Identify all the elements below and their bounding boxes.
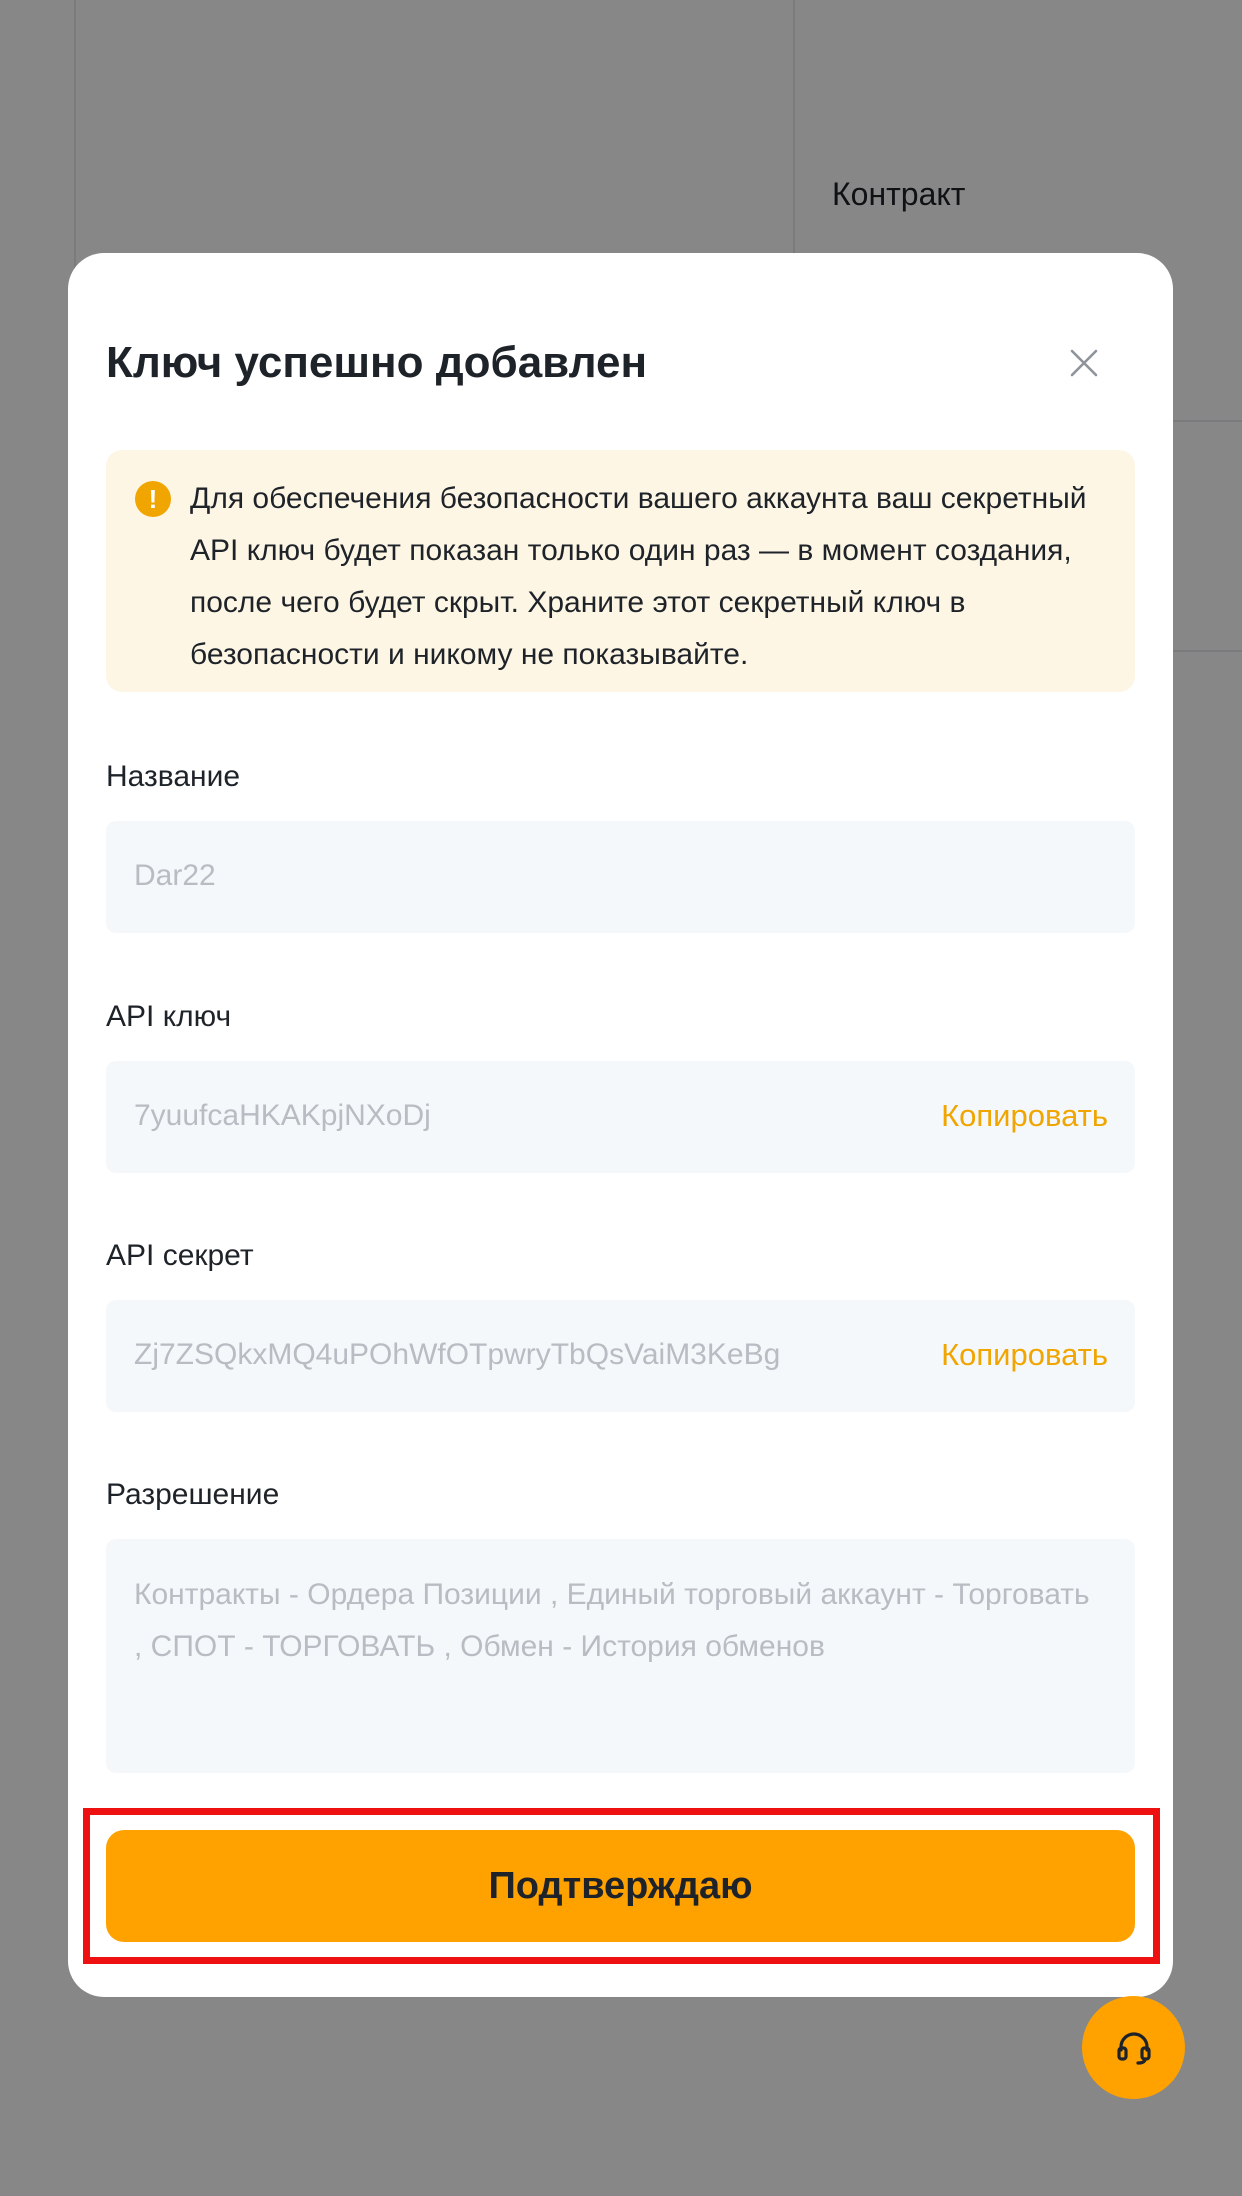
api-key-success-modal: [68, 253, 1173, 1997]
exclamation-icon: !: [135, 481, 171, 517]
api-key-field: [106, 1061, 1135, 1173]
permission-value: Контракты - Ордера Позиции , Единый торговый аккаунт - Торговать , СПОТ - ТОРГОВАТЬ , Обмен - История обменов: [134, 1578, 1090, 1663]
background-contract-label: Контракт: [832, 176, 966, 212]
api-secret-label: API секрет: [106, 1239, 254, 1272]
permission-field: [106, 1539, 1135, 1773]
api-key-value: 7yuufcaHKAKpjNXoDj: [134, 1099, 431, 1132]
api-secret-value: Zj7ZSQkxMQ4uPOhWfOTpwryTbQsVaiM3KeBg: [134, 1338, 781, 1371]
name-field: [106, 821, 1135, 933]
api-secret-field: [106, 1300, 1135, 1412]
confirm-button[interactable]: Подтверждаю: [106, 1830, 1135, 1942]
name-label: Название: [106, 760, 241, 793]
name-value: Dar22: [134, 859, 216, 892]
close-icon: [1070, 349, 1098, 377]
headset-icon: [1114, 2028, 1154, 2068]
copy-api-secret-button[interactable]: Копировать: [941, 1337, 1108, 1372]
permission-label: Разрешение: [106, 1478, 280, 1511]
security-warning: [106, 450, 1135, 692]
copy-api-key-button[interactable]: Копировать: [941, 1098, 1108, 1133]
support-button[interactable]: [1082, 1996, 1185, 2099]
api-key-label: API ключ: [106, 1000, 232, 1033]
close-button[interactable]: [1058, 337, 1110, 389]
warning-text: Для обеспечения безопасности вашего аккаунта ваш секретный API ключ будет показан только один раз — в момент создания, после чего будет скрыт. Храните этот секретный ключ в безопасности и никому не показывайте.: [190, 482, 1087, 671]
modal-title: Ключ успешно добавлен: [106, 338, 648, 387]
